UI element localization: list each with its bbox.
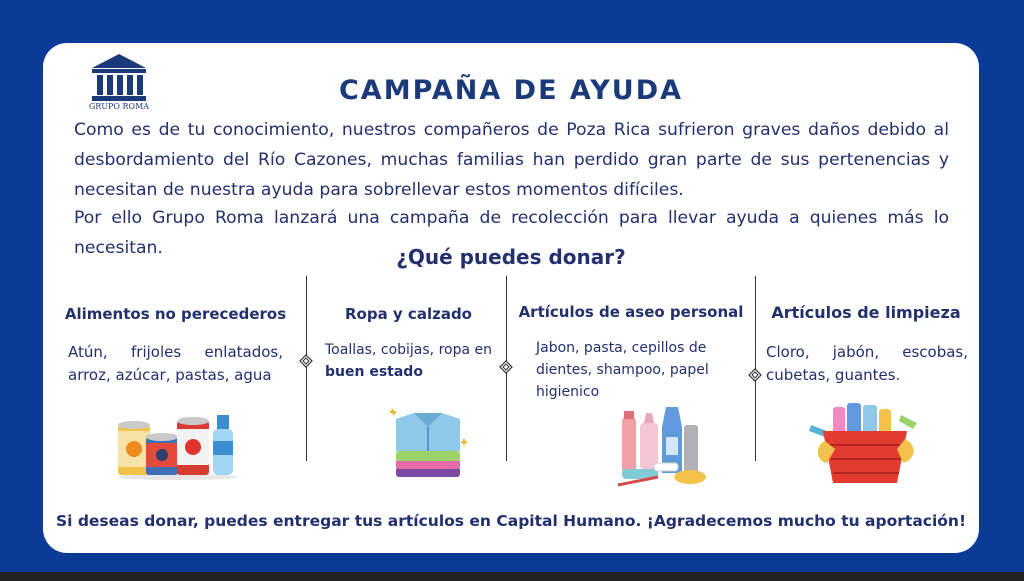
logo-text: GRUPO ROMA	[88, 102, 150, 111]
divider-diamond-icon	[499, 360, 513, 374]
category-text-hygiene: Jabon, pasta, cepillos de dientes, shampoo, papel higienico	[536, 340, 709, 400]
category-title-food: Alimentos no perecederos	[64, 305, 287, 323]
bottom-bar	[0, 572, 1024, 581]
category-text-clothes-bold: buen estado	[325, 364, 423, 380]
folded-clothes-icon	[378, 405, 478, 489]
toiletries-icon	[618, 403, 713, 488]
category-text-food: Atún, frijoles enlatados, arroz, azúcar, pastas, agua	[68, 343, 283, 384]
cleaning-basket-icon	[805, 401, 925, 489]
canned-food-icon	[113, 411, 243, 481]
intro-paragraph-1: Como es de tu conocimiento, nuestros compañeros de Poza Rica sufrieron graves daños debido al desbordamiento del Río Cazones, muchas familias han perdido gran parte de sus pertenencias y necesitan de nuestra ayuda para sobrellevar estos momentos difíciles.	[74, 120, 949, 200]
divider-diamond-icon	[748, 368, 762, 382]
category-text-clothes-main: Toallas, cobijas, ropa en	[325, 342, 492, 358]
divider-1	[306, 276, 307, 461]
category-title-hygiene: Artículos de aseo personal	[518, 303, 744, 321]
category-title-cleaning: Artículos de limpieza	[771, 303, 961, 322]
page-title: CAMPAÑA DE AYUDA	[338, 75, 684, 106]
intro-paragraph-2: Por ello Grupo Roma lanzará una campaña de recolección para llevar ayuda a quienes más lo necesitan.	[74, 208, 949, 258]
category-title-clothes: Ropa y calzado	[345, 305, 472, 323]
campaign-card	[43, 43, 979, 553]
divider-diamond-icon	[299, 354, 313, 368]
footer-message: Si deseas donar, puedes entregar tus artículos en Capital Humano. ¡Agradecemos mucho tu aportación!	[55, 512, 967, 530]
category-text-cleaning: Cloro, jabón, escobas, cubetas, guantes.	[766, 343, 968, 384]
donation-subtitle: ¿Qué puedes donar?	[396, 245, 626, 269]
category-text-clothes	[325, 339, 495, 383]
